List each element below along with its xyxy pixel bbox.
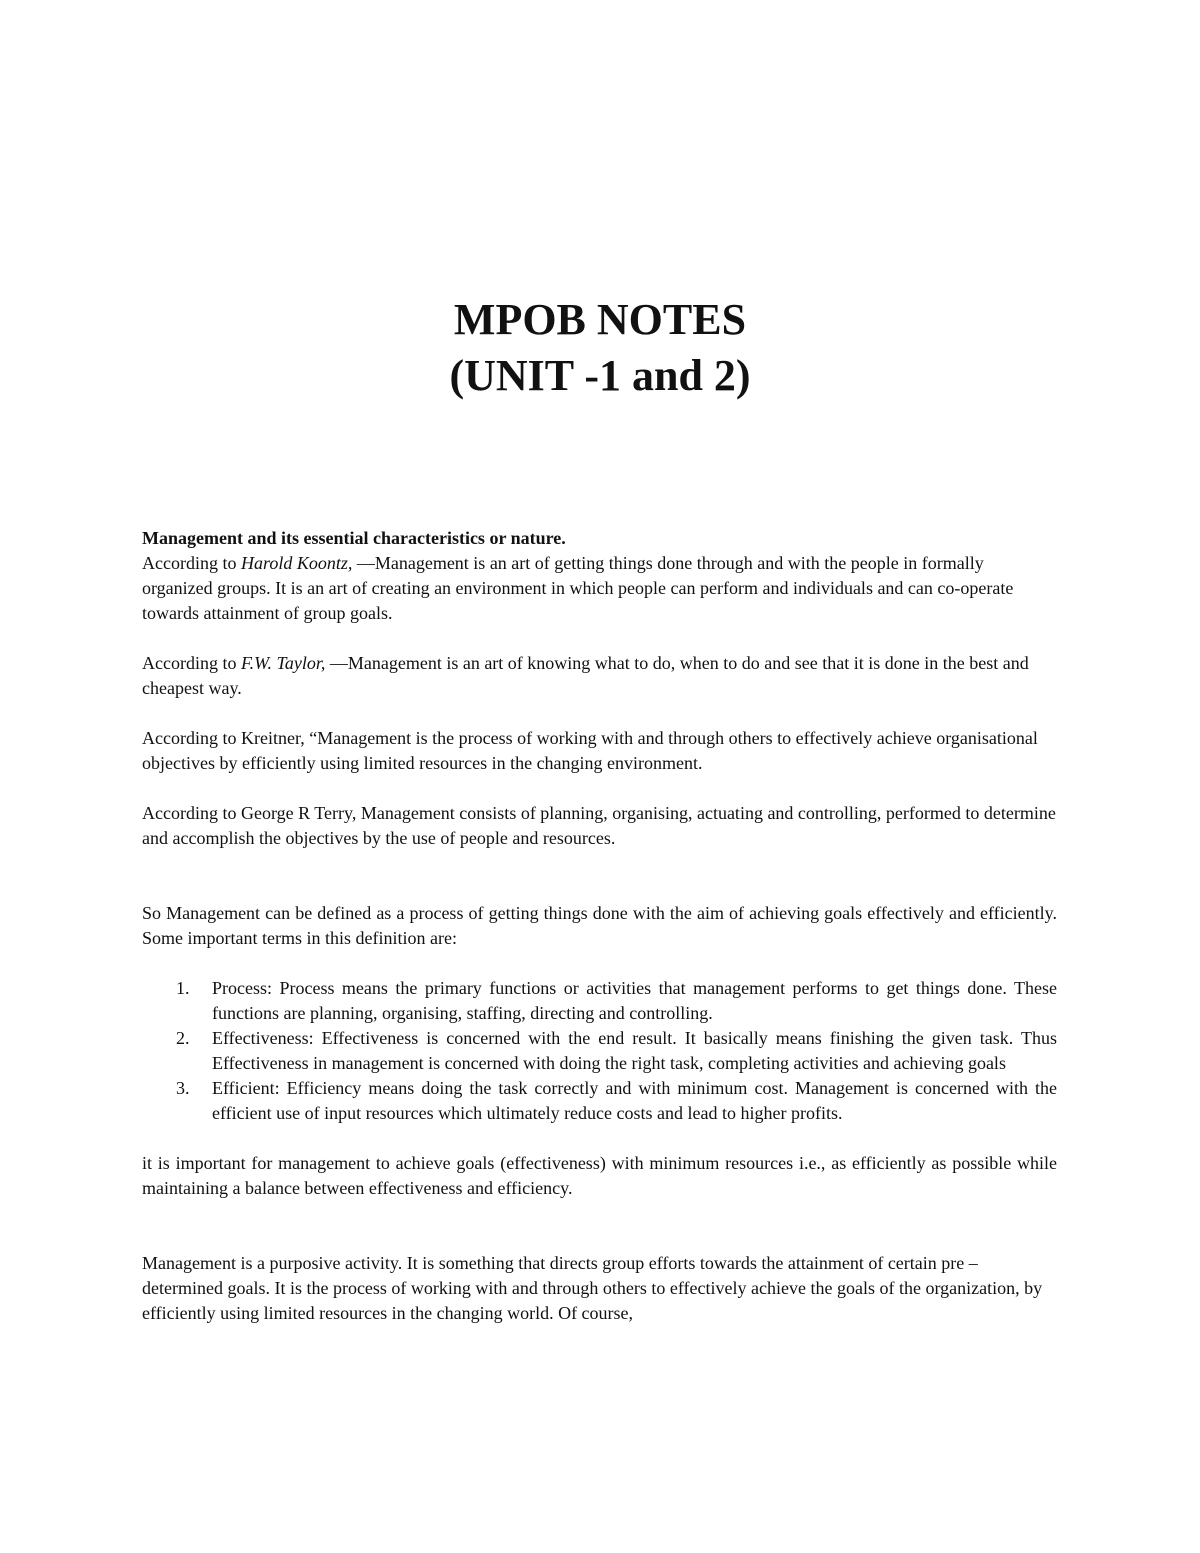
document-body <box>142 526 1057 1326</box>
title-line-2: (UNIT -1 and 2) <box>449 351 751 400</box>
document-title <box>0 292 1200 404</box>
definition-prefix: According to <box>142 553 241 573</box>
list-item-process <box>142 976 1057 1026</box>
definition-text: —Management is an art of getting things done through and with the people in formally organized groups. It is an art of creating an environment in which people can perform and individuals and can co-operate towards attainment of group goals. <box>142 553 1014 623</box>
definition-taylor <box>142 651 1057 701</box>
list-number: 2. <box>176 1028 190 1048</box>
list-item-text: Process: Process means the primary functions or activities that management performs to get things done. These functions are planning, organising, staffing, directing and controlling. <box>212 978 1057 1023</box>
section-heading: Management and its essential characteristics or nature. <box>142 528 566 548</box>
definition-text: —Management is an art of knowing what to do, when to do and see that it is done in the best and cheapest way. <box>142 653 1029 698</box>
purposive-paragraph: Management is a purposive activity. It is something that directs group efforts towards the attainment of certain pre – determined goals. It is the process of working with and through others to effectively achieve the goals of the organization, by efficiently using limited resources in the changing world. Of course, <box>142 1253 1043 1323</box>
balance-paragraph: it is important for management to achieve goals (effectiveness) with minimum resources i.e., as efficiently as possible while maintaining a balance between effectiveness and efficiency. <box>142 1153 1057 1198</box>
title-line-1: MPOB NOTES <box>453 295 747 344</box>
definition-prefix: According to <box>142 653 241 673</box>
list-item-text: Effectiveness: Effectiveness is concerned with the end result. It basically means finishing the given task. Thus Effectiveness in management is concerned with doing the right task, completing activities and achieving goals <box>212 1028 1057 1073</box>
definition-terry: According to George R Terry, Management consists of planning, organising, actuating and controlling, performed to determine and accomplish the objectives by the use of people and resources. <box>142 803 1056 848</box>
list-number: 1. <box>176 978 190 998</box>
definition-author: Harold Koontz, <box>240 553 353 573</box>
definition-koontz <box>142 551 1057 626</box>
terms-list <box>142 976 1057 1126</box>
definition-kreitner: According to Kreitner, “Management is the process of working with and through others to effectively achieve organisational objectives by efficiently using limited resources in the changing environment. <box>142 728 1038 773</box>
summary-paragraph: So Management can be defined as a process of getting things done with the aim of achieving goals effectively and efficiently. Some important terms in this definition are: <box>142 903 1057 948</box>
list-item-text: Efficient: Efficiency means doing the task correctly and with minimum cost. Management is concerned with the efficient use of input resources which ultimately reduce costs and lead to higher profits. <box>212 1078 1057 1123</box>
list-item-efficient <box>142 1076 1057 1126</box>
definition-author: F.W. Taylor, <box>240 653 326 673</box>
list-item-effectiveness <box>142 1026 1057 1076</box>
list-number: 3. <box>176 1078 190 1098</box>
